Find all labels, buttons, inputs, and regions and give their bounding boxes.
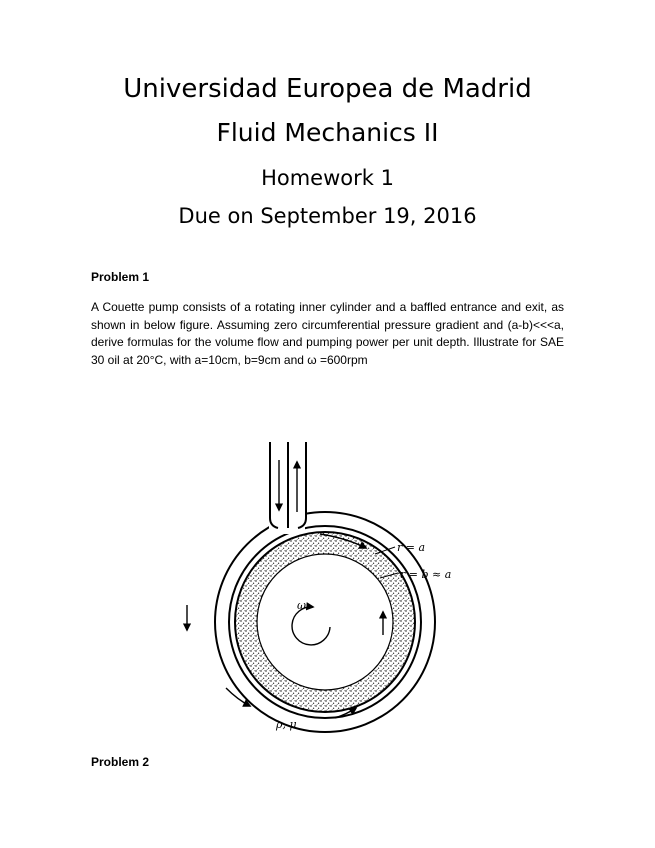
problem-1-heading: Problem 1	[91, 270, 150, 284]
couette-pump-diagram	[170, 430, 480, 740]
problem-1-text: A Couette pump consists of a rotating inner cylinder and a baffled entrance and exit, as shown in below figure. Assuming zero circumferential pressure gradient and (a-b)<<<a, derive formulas for the volume flow and pumping power per unit depth. Illustrate for SAE 30 oil at 20°C, with a=10cm, b=9cm and ω =600rpm	[91, 300, 564, 367]
university-title: Universidad Europea de Madrid	[123, 74, 532, 104]
fluid-properties-label: ρ, μ	[276, 718, 297, 731]
couette-pump-figure	[170, 430, 480, 740]
label-inner-radius: r = b ≈ a	[400, 568, 452, 581]
course-title: Fluid Mechanics II	[216, 118, 439, 147]
due-date: Due on September 19, 2016	[178, 204, 477, 228]
problem-2-heading: Problem 2	[91, 755, 150, 769]
omega-label: ω	[297, 599, 306, 612]
label-outer-radius: r = a	[397, 541, 426, 554]
assignment-title: Homework 1	[261, 166, 394, 190]
